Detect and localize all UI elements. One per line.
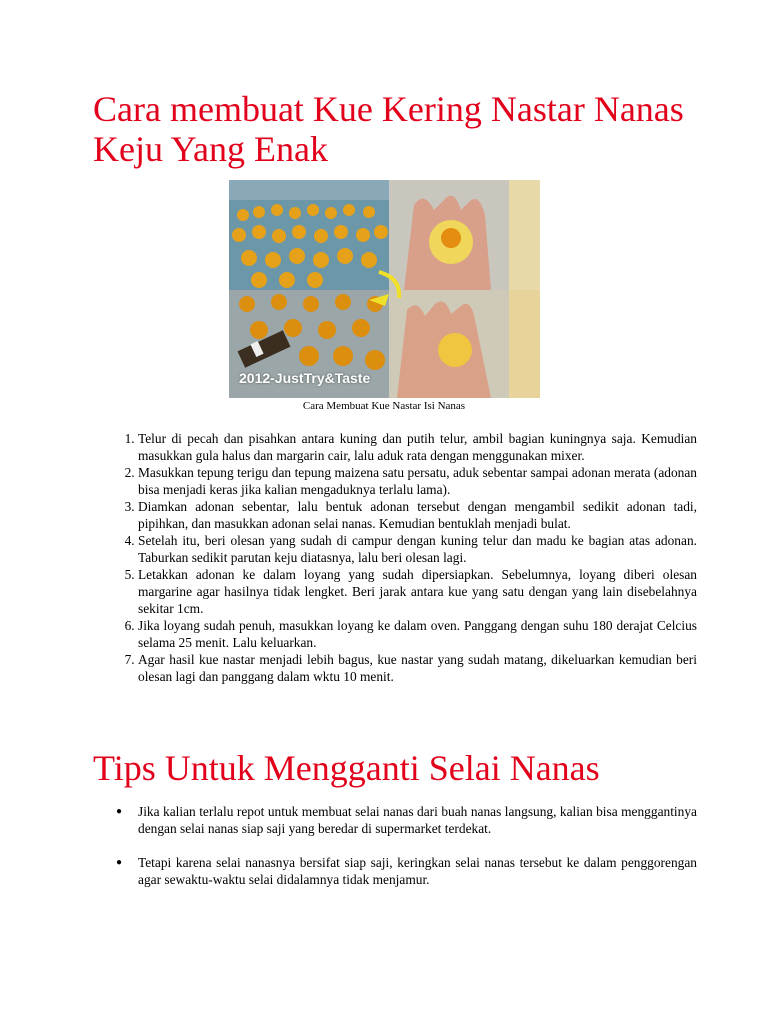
bullet-icon: ● [116, 806, 123, 817]
collage-image [229, 180, 540, 398]
tip-text: Tetapi karena selai nanasnya bersifat siap saji, keringkan selai nanas tersebut ke dalam penggorengan agar sewaktu-waktu selai didalamnya tidak menjamur. [138, 855, 697, 887]
bullet-icon: ● [116, 857, 123, 868]
image-caption: Cara Membuat Kue Nastar Isi Nanas [302, 400, 466, 412]
step-item: 1. Telur di pecah dan pisahkan antara kuning dan putih telur, ambil bagian kuningnya saja. Kemudian masukkan gula halus dan margarin cair, lalu aduk rata dengan menggunakan mixer. [138, 430, 697, 464]
tip-text: Jika kalian terlalu repot untuk membuat selai nanas dari buah nanas langsung, kalian bisa menggantinya dengan selai nanas siap saji yang beredar di supermarket terdekat. [138, 804, 697, 836]
step-item: 7. Agar hasil kue nastar menjadi lebih bagus, kue nastar yang sudah matang, dikeluarkan kemudian beri olesan lagi dan panggang dalam wktu 10 menit. [138, 651, 697, 685]
photo-watermark: 2012-JustTry&Taste [239, 370, 371, 386]
tips-heading: Tips Untuk Mengganti Selai Nanas [93, 748, 600, 788]
step-item: 2. Masukkan tepung terigu dan tepung maizena satu persatu, aduk sebentar sampai adonan merata (adonan bisa menjadi keras jika kalian mengaduknya terlalu lama). [138, 464, 697, 498]
steps-list [115, 430, 697, 685]
nastar-photo-collage [229, 180, 540, 398]
step-item: 4. Setelah itu, beri olesan yang sudah di campur dengan kuning telur dan madu ke bagian atas adonan. Taburkan sedikit parutan keju diatasnya, lalu beri olesan lagi. [138, 532, 697, 566]
step-item: 5. Letakkan adonan ke dalam loyang yang sudah dipersiapkan. Sebelumnya, loyang diberi olesan margarine agar hasilnya tidak lengket. Beri jarak antara kue yang satu dengan yang lain disebelahnya sekitar 1cm. [138, 566, 697, 617]
page-title: Cara membuat Kue Kering Nastar Nanas Keju Yang Enak [93, 89, 684, 169]
step-item: 3. Diamkan adonan sebentar, lalu bentuk adonan tersebut dengan mengambil sedikit adonan tadi, pipihkan, dan masukkan adonan selai nanas. Kemudian bentuklah menjadi bulat. [138, 498, 697, 532]
tip-item [116, 854, 697, 888]
step-item: 6. Jika loyang sudah penuh, masukkan loyang ke dalam oven. Panggang dengan suhu 180 derajat Celcius selama 25 menit. Lalu keluarkan. [138, 617, 697, 651]
tips-list [115, 803, 697, 905]
tip-item [116, 803, 697, 837]
